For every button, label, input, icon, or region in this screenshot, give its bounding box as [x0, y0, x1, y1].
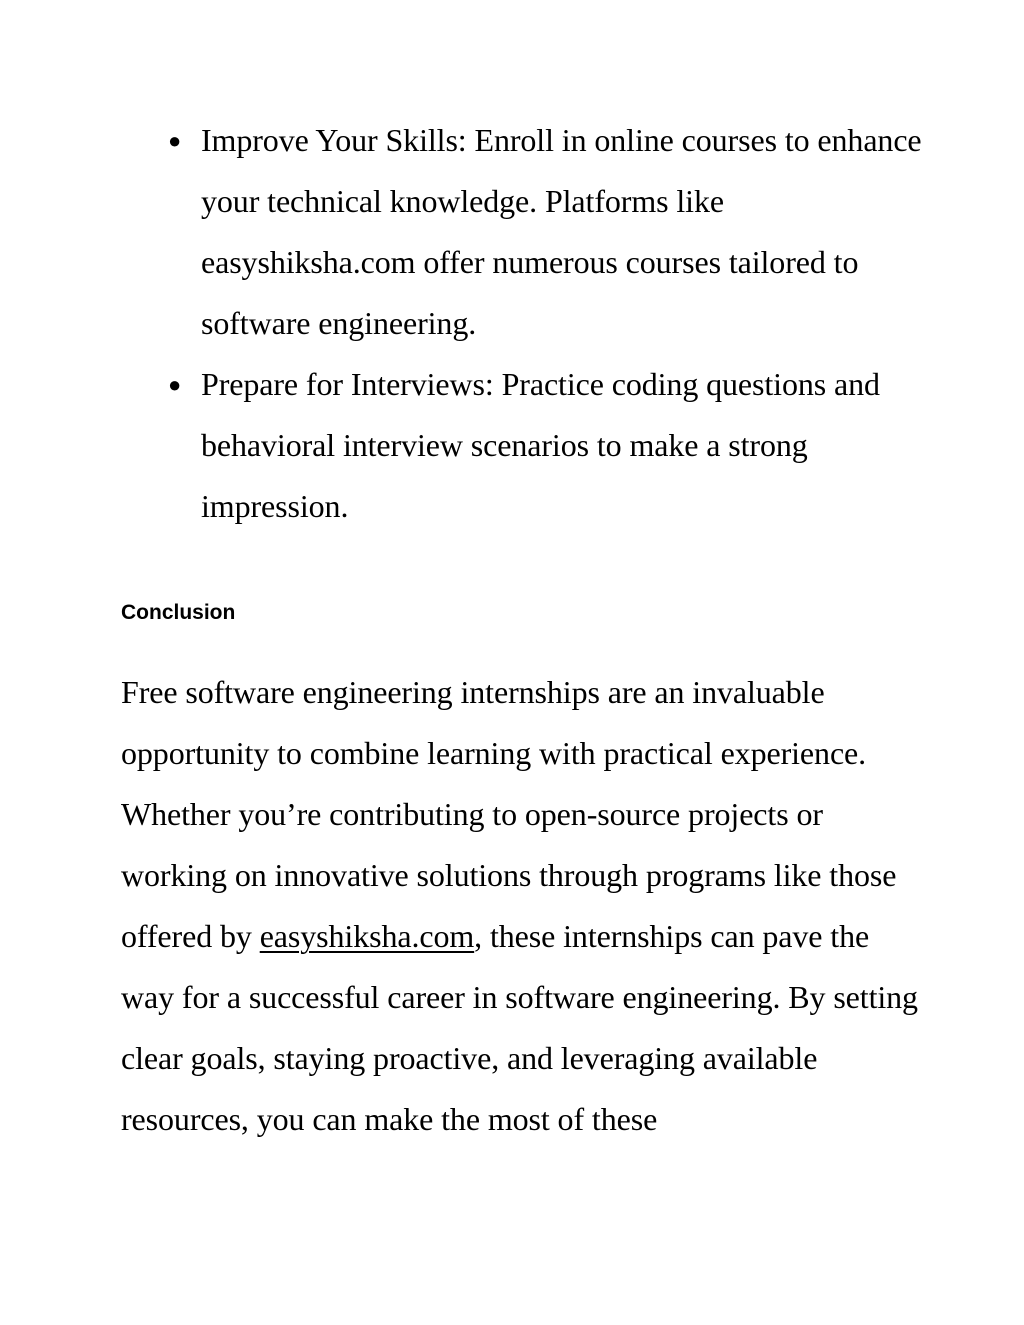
conclusion-heading: Conclusion [121, 601, 236, 624]
conclusion-text-after-link: , these internships can pave the way for a successful career in software engineering. By setting clear goals, staying proactive, and leveraging available resources, you can make the most of these [121, 918, 918, 1137]
bullet-item-improve-skills [168, 110, 928, 354]
easyshiksha-link[interactable]: easyshiksha.com [259, 918, 475, 954]
conclusion-paragraph [121, 662, 921, 1150]
conclusion-text-before-link: Free software engineering internships are an invaluable opportunity to combine learning with practical experience. Whether you’re contributing to open-source projects or working on innovative solutions through programs like those offered by [121, 674, 897, 954]
tips-bullet-list [168, 110, 928, 537]
bullet-dot-icon: ● [168, 372, 182, 397]
bullet-dot-icon: ● [168, 128, 182, 153]
bullet-text: Prepare for Interviews: Practice coding questions and behavioral interview scenarios to make a strong impression. [201, 366, 880, 524]
bullet-text: Improve Your Skills: Enroll in online courses to enhance your technical knowledge. Platforms like easyshiksha.com offer numerous courses tailored to software engineering. [201, 122, 922, 341]
bullet-item-prepare-interviews [168, 354, 928, 537]
